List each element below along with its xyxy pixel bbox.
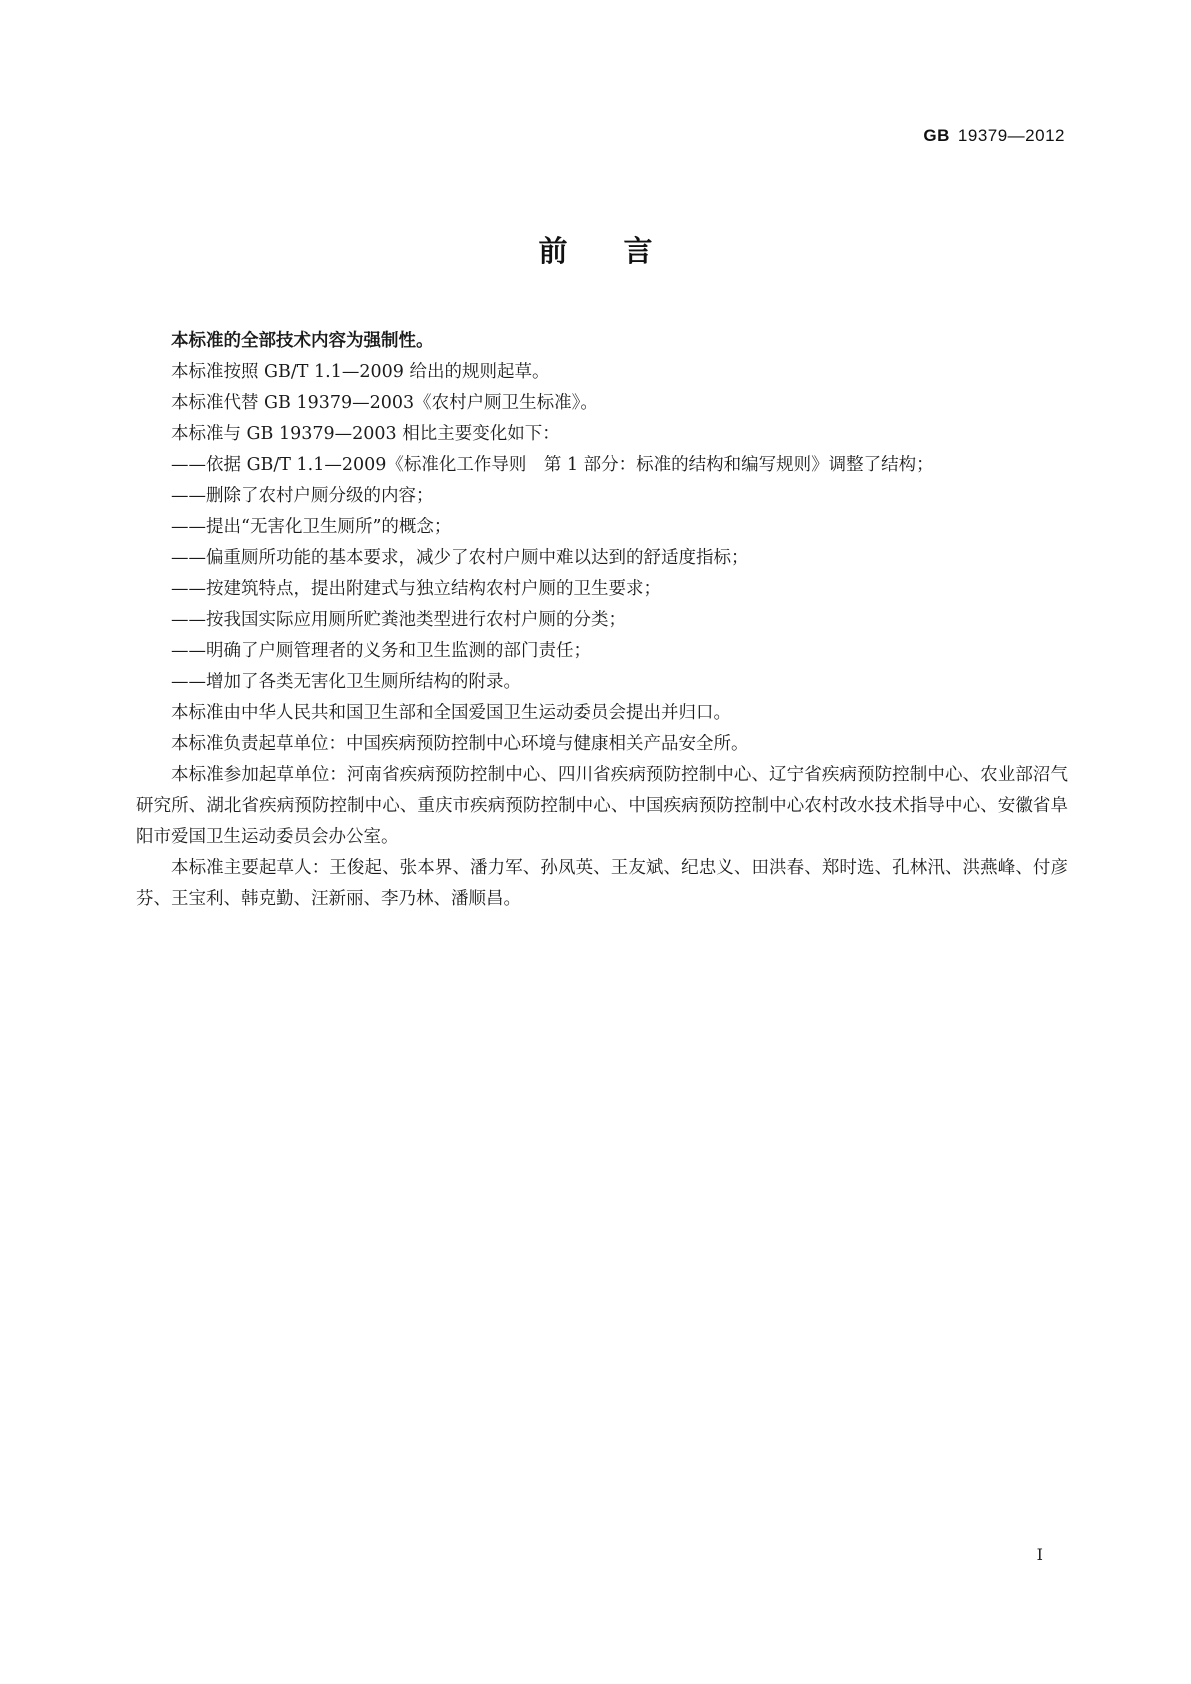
change-item: ——删除了农村户厕分级的内容； bbox=[171, 486, 434, 506]
change-item: ——依据 GB/T 1.1—2009《标准化工作导则 第 1 部分：标准的结构和编写规则》调整了结构； bbox=[171, 455, 934, 475]
mandatory-statement: 本标准的全部技术内容为强制性。 bbox=[171, 331, 434, 351]
change-item: ——按建筑特点，提出附建式与独立结构农村户厕的卫生要求； bbox=[171, 579, 661, 599]
page-header bbox=[923, 126, 1065, 146]
change-item: ——按我国实际应用厕所贮粪池类型进行农村户厕的分类； bbox=[171, 610, 626, 630]
page-title: 前言 bbox=[538, 234, 709, 268]
document-body bbox=[136, 326, 1068, 915]
change-item: ——提出“无害化卫生厕所”的概念； bbox=[171, 517, 452, 537]
standard-code: GB bbox=[923, 126, 950, 145]
main-drafters-paragraph: 本标准主要起草人：王俊起、张本界、潘力军、孙凤英、王友斌、纪忠义、田洪春、郑时选、孔林汛、洪燕峰、付彦芬、王宝利、韩克勤、汪新丽、李乃林、潘顺昌。 bbox=[136, 858, 1068, 909]
drafting-rules-paragraph: 本标准按照 GB/T 1.1—2009 给出的规则起草。 bbox=[171, 362, 550, 382]
responsible-drafter-paragraph: 本标准负责起草单位：中国疾病预防控制中心环境与健康相关产品安全所。 bbox=[171, 734, 749, 754]
page-number: I bbox=[1036, 1545, 1043, 1564]
proposer-paragraph: 本标准由中华人民共和国卫生部和全国爱国卫生运动委员会提出并归口。 bbox=[171, 703, 731, 723]
standard-number: 19379—2012 bbox=[957, 126, 1065, 145]
replaces-paragraph: 本标准代替 GB 19379—2003《农村户厕卫生标准》。 bbox=[171, 393, 598, 413]
change-item: ——增加了各类无害化卫生厕所结构的附录。 bbox=[171, 672, 521, 692]
participating-drafters-paragraph: 本标准参加起草单位：河南省疾病预防控制中心、四川省疾病预防控制中心、辽宁省疾病预防控制中心、农业部沼气研究所、湖北省疾病预防控制中心、重庆市疾病预防控制中心、中国疾病预防控制中心农村改水技术指导中心、安徽省阜阳市爱国卫生运动委员会办公室。 bbox=[136, 765, 1068, 847]
change-item: ——偏重厕所功能的基本要求，减少了农村户厕中难以达到的舒适度指标； bbox=[171, 548, 749, 568]
change-item: ——明确了户厕管理者的义务和卫生监测的部门责任； bbox=[171, 641, 591, 661]
changes-intro-paragraph: 本标准与 GB 19379—2003 相比主要变化如下： bbox=[171, 424, 560, 444]
